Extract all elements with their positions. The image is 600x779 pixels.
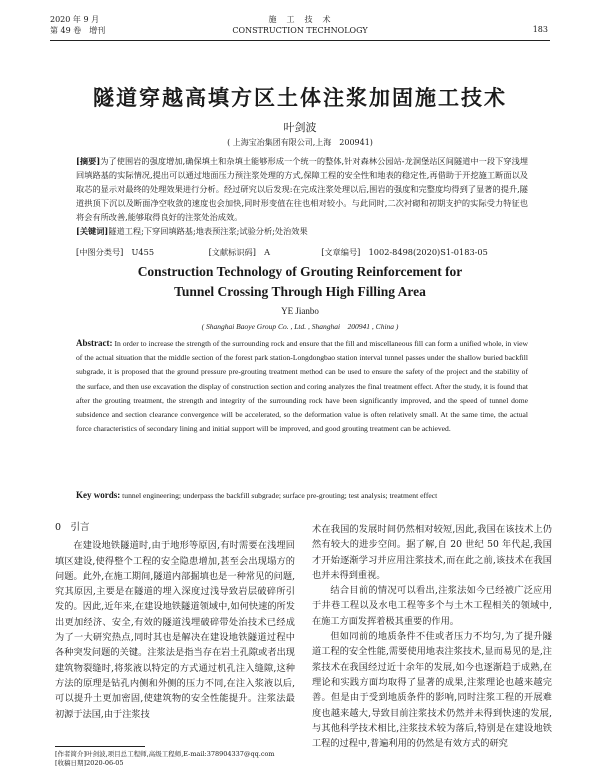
abstract-zh-label: [摘要]	[76, 156, 101, 166]
affiliation-zh: ( 上海宝冶集团有限公司,上海 200941)	[227, 138, 373, 147]
article-title-en	[0, 262, 600, 302]
title-en-line-2: Tunnel Crossing Through High Filling Area	[174, 284, 426, 299]
volume-label: 第 49 卷 增刊	[50, 26, 106, 35]
journal-title-zh: 施 工 技 术	[268, 15, 332, 24]
body-paragraph: 结合目前的情况可以看出,注浆法如今已经被广泛应用于井巷工程以及水电工程等多个与土木工程相关的领域中,在施工方面发挥着极其重要的作用。	[312, 585, 552, 627]
keywords-en-label: Key words:	[76, 490, 121, 500]
abstract-en-label: Abstract:	[76, 338, 113, 348]
body-paragraph: 在建设地铁隧道时,由于地形等原因,有时需要在浅埋回填区建设,使得整个工程的安全隐患增加,甚至会出现塌方的问题。此外,在施工期间,隧道内部掘填也是一种常见的问题,究其原因,主要是在隧道的埋入深度过浅导致岩层破碎所引发的。因此,近年来,在建设地铁隧道领域中,如何快速的所发出更加经济、安全,有效的隧道浅埋破碎带处治技术已经成为了一大研究热点,同时其也是解决在建设地铁隧道过程中各种突发问题的关键。注浆法是指当存在岩土孔隙或者出现建筑物裂缝时,将浆液以特定的方式通过机孔注入缝隙,这种方法的原理是钻孔内侧和外侧的压力不同,在注入浆液以后,可以提升土更加密固,使建筑物的安全性能提升。注浆法最初源于法国,由于注浆技	[55, 540, 295, 720]
received-date: 2020-06-05	[86, 759, 124, 767]
journal-title-en: CONSTRUCTION TECHNOLOGY	[232, 26, 368, 35]
title-en-line-1: Construction Technology of Grouting Reinforcement for	[137, 264, 463, 279]
affiliation-en: ( Shanghai Baoye Group Co. , Ltd. , Shanghai 200941 , China )	[201, 322, 399, 331]
keywords-zh-label: [关键词]	[76, 226, 109, 236]
author-name-en: YE Jianbo	[281, 306, 319, 316]
article-title-zh: 隧道穿越高填方区土体注浆加固施工技术	[93, 85, 507, 110]
abstract-en	[76, 336, 528, 436]
header-divider	[50, 40, 550, 41]
body-paragraph: 术在我国的发展时间仍然相对较短,因此,我国在该技术上仍然有较大的进步空间。据了解,自 20 世纪 50 年代起,我国才开始逐渐学习并应用注浆技术,而在此之前,该技术在我国也并未得到重视。	[312, 524, 552, 581]
doc-code-label: [文献标识码]	[208, 247, 256, 257]
article-number: 1002-8498(2020)S1-0183-05	[368, 247, 488, 257]
abstract-en-text: In order to increase the strength of the surrounding rock and ensure that the fill and miscellaneous fill can form a unified whole, in view of the actual situation that the middle section of the forest park station-Longdongbao station interval tunnel passes under the shallow buried backfill subgrade, it is proposed that the ground pressure pre-grouting treatment method can be used to ensure the safety of the project and the stability of the surface, and then use excavation the display of construction section and coring analyzes the final treatment effect. After the study, it is found that after the grouting treatment, the strength and integrity of the surrounding rock have been significantly improved, and the speed of tunnel dome subsidence and section clearance convergence will be accelerated, so the deformation value is often relatively small. At the same time, the actual force characteristics of secondary lining and initial support will be improved, and good grouting treatment can be achieved.	[76, 339, 528, 434]
classification-row	[76, 247, 488, 258]
keywords-en-text: tunnel engineering; underpass the backfill subgrade; surface pre-grouting; test analysis; treatment effect	[122, 491, 438, 500]
body-column-right	[312, 522, 552, 751]
page-number: 183	[532, 25, 548, 34]
abstract-zh-text: 为了使围岩的强度增加,确保填土和杂填土能够形成一个统一的整体,针对森林公园站-龙洞堡站区间隧道中一段下穿浅埋回填路基的实际情况,提出可以通过地面压力预注浆处理的方式,保障工程的安全性和地表的稳定性,再借助于开挖施工断面以及取芯的显示对最终的处理效果进行分析。经过研究以后发现:在完成注浆处理以后,围岩的强度和完整度均得到了显著的提升,隧道拱顶下沉以及断面净空收敛的速度也会加快,同时形变值在往也相对较小。与此同时,二次衬砌和初期支护的实际受力特征也将会有所改善,能够取得良好的注浆处治成效。	[76, 156, 528, 222]
author-bio-label: [作者简介]	[55, 750, 87, 758]
issue-date: 2020 年 9 月	[50, 15, 100, 24]
running-header-center	[0, 14, 600, 36]
abstract-zh	[76, 154, 528, 238]
article-number-label: [文章编号]	[321, 247, 361, 257]
author-name-zh: 叶剑波	[283, 121, 317, 134]
received-date-label: [收稿日期]	[55, 759, 87, 767]
body-paragraph: 但如同前的地质条件不佳或者压力不均匀,为了提升隧道工程的安全性能,需要使用地表注浆技术,显而易见的是,注浆技术在我国经过近十余年的发展,如今也逐渐趋于成熟,在理论和实践方面均取得了显著的成果,注浆理论也越来越完善。但是由于受到地质条件的影响,同时注浆工程的开展难度也越来越大,导致目前注浆技术仍然并未得到快速的发展,与其他科学技术相比,注浆技术较为落后,特别是在建设地铁工程的过程中,普遍利用的仍然是有效方式的研究	[312, 631, 552, 750]
keywords-en	[76, 490, 528, 500]
author-bio-text: 叶剑波,项目总工程师,高级工程师,E-mail:378904337@qq.com	[86, 750, 275, 758]
clc-label: [中图分类号]	[76, 247, 124, 257]
keywords-zh-text: 隧道工程;下穿回填路基;地表预注浆;试验分析;处治效果	[108, 226, 308, 236]
doc-code: A	[264, 247, 271, 257]
section-heading-introduction: 0 引言	[55, 522, 90, 533]
footnote	[55, 750, 295, 768]
footnote-divider	[55, 746, 145, 747]
clc-code: U455	[131, 247, 155, 257]
body-column-left	[55, 520, 295, 722]
